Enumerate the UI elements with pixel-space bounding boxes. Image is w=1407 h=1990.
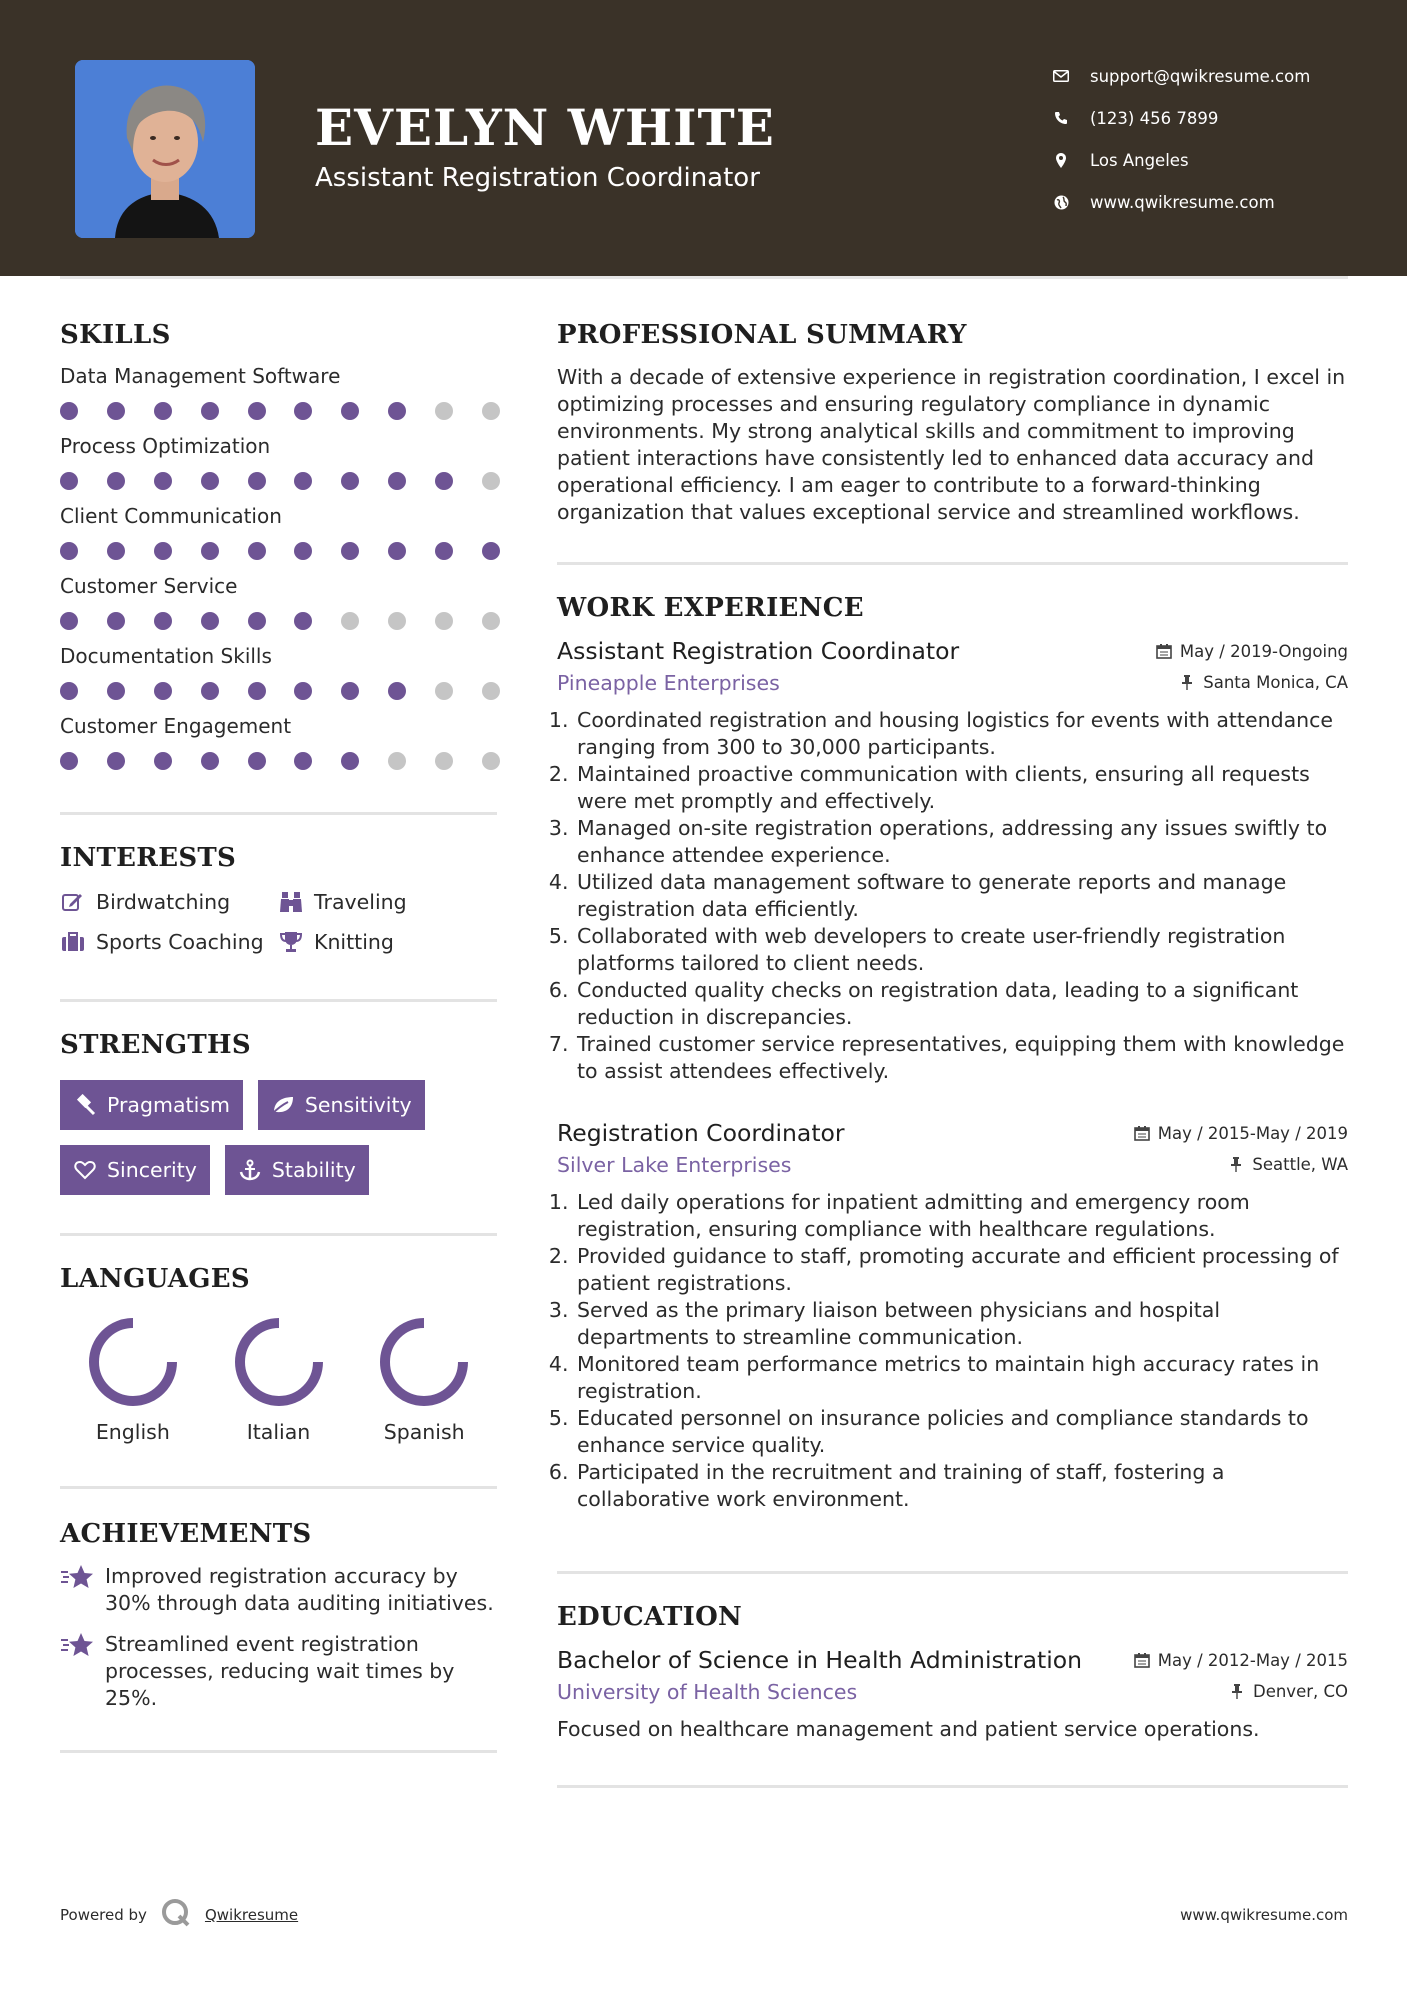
skill-rating bbox=[60, 752, 500, 770]
calendar-icon bbox=[1133, 1124, 1151, 1142]
job-date bbox=[1133, 1124, 1348, 1143]
job-head bbox=[557, 637, 1348, 665]
language-name: Spanish bbox=[383, 1420, 465, 1444]
interest-item bbox=[278, 929, 488, 955]
job-bullet: 3. Served as the primary liaison between physicians and hospital departments to streamline communication. bbox=[575, 1297, 1348, 1351]
heart-icon bbox=[73, 1158, 97, 1182]
strengths-section bbox=[60, 1030, 497, 1195]
language-arc bbox=[94, 1323, 172, 1401]
rating-dot-filled bbox=[201, 612, 219, 630]
rating-dot-filled bbox=[294, 682, 312, 700]
star-icon bbox=[60, 1563, 96, 1593]
skill-rating bbox=[60, 402, 500, 420]
job-entry bbox=[557, 1119, 1348, 1513]
contact-website[interactable] bbox=[1050, 181, 1380, 223]
date-text: May / 2012-May / 2015 bbox=[1157, 1650, 1348, 1670]
calendar-icon bbox=[1133, 1651, 1151, 1669]
location-text: Santa Monica, CA bbox=[1203, 672, 1348, 692]
rating-dot-empty bbox=[341, 612, 359, 630]
rating-dot-filled bbox=[60, 682, 78, 700]
location-text: Denver, CO bbox=[1252, 1681, 1348, 1701]
rating-dot-filled bbox=[201, 682, 219, 700]
rating-dot-filled bbox=[60, 542, 78, 560]
briefcase-icon bbox=[60, 929, 86, 955]
job-bullet: 1. Coordinated registration and housing logistics for events with attendance ranging from 300 to 30,000 participants. bbox=[575, 707, 1348, 761]
contact-text: (123) 456 7899 bbox=[1090, 108, 1219, 128]
achievement-text: Streamlined event registration processes, reducing wait times by 25%. bbox=[105, 1632, 455, 1710]
strengths-heading: STRENGTHS bbox=[60, 1030, 251, 1060]
job-entry bbox=[557, 637, 1348, 1085]
rating-dot-filled bbox=[154, 472, 172, 490]
rating-dot-filled bbox=[107, 682, 125, 700]
language-item bbox=[351, 1316, 497, 1444]
school-name: University of Health Sciences bbox=[557, 1680, 858, 1704]
rating-dot-filled bbox=[107, 752, 125, 770]
skill-name: Customer Engagement bbox=[60, 714, 292, 738]
rating-dot-empty bbox=[388, 752, 406, 770]
rating-dot-filled bbox=[154, 612, 172, 630]
job-location bbox=[1227, 1155, 1348, 1174]
leaf-icon bbox=[271, 1093, 295, 1117]
rating-dot-filled bbox=[435, 472, 453, 490]
header-divider bbox=[60, 276, 1348, 279]
rating-dot-filled bbox=[341, 752, 359, 770]
job-location bbox=[1178, 673, 1348, 692]
skill-rating bbox=[60, 542, 500, 560]
rating-dot-filled bbox=[60, 472, 78, 490]
section-divider bbox=[557, 1571, 1348, 1574]
strengths-list bbox=[60, 1080, 500, 1195]
profile-photo bbox=[75, 60, 255, 238]
language-progress-ring bbox=[378, 1316, 470, 1408]
achievement-item bbox=[60, 1631, 497, 1712]
rating-dot-filled bbox=[388, 542, 406, 560]
education-head bbox=[557, 1646, 1348, 1674]
rating-dot-filled bbox=[107, 542, 125, 560]
rating-dot-filled bbox=[60, 402, 78, 420]
rating-dot-filled bbox=[107, 612, 125, 630]
rating-dot-empty bbox=[435, 612, 453, 630]
skill-rating bbox=[60, 472, 500, 490]
strength-tag bbox=[258, 1080, 425, 1130]
language-item bbox=[206, 1316, 352, 1444]
section-divider bbox=[60, 1750, 497, 1753]
contact-list bbox=[1050, 55, 1380, 223]
language-progress-ring bbox=[233, 1316, 325, 1408]
rating-dot-filled bbox=[248, 402, 266, 420]
interest-item bbox=[60, 929, 278, 955]
job-subhead bbox=[557, 1153, 1348, 1177]
skill-rating bbox=[60, 612, 500, 630]
strength-label: Stability bbox=[271, 1158, 356, 1182]
job-bullets bbox=[557, 1189, 1348, 1513]
envelope-icon bbox=[1050, 65, 1072, 87]
languages-section bbox=[60, 1264, 497, 1444]
job-bullet: 2. Provided guidance to staff, promoting accurate and efficient processing of patient registrations. bbox=[575, 1243, 1348, 1297]
pin-icon bbox=[1228, 1682, 1246, 1700]
interest-item bbox=[60, 889, 278, 915]
rating-dot-filled bbox=[341, 402, 359, 420]
strength-label: Sensitivity bbox=[304, 1093, 412, 1117]
candidate-title: Assistant Registration Coordinator bbox=[315, 163, 760, 193]
calendar-icon bbox=[1155, 642, 1173, 660]
skill-name: Process Optimization bbox=[60, 434, 271, 458]
section-divider bbox=[60, 1233, 497, 1236]
job-bullet: 7. Trained customer service representatives, equipping them with knowledge to assist attendees effectively. bbox=[575, 1031, 1348, 1085]
job-list bbox=[557, 637, 1348, 1513]
job-bullet: 5. Educated personnel on insurance policies and compliance standards to enhance service quality. bbox=[575, 1405, 1348, 1459]
skills-section bbox=[60, 320, 497, 770]
job-bullet: 4. Utilized data management software to generate reports and manage registration data efficiently. bbox=[575, 869, 1348, 923]
contact-email[interactable] bbox=[1050, 55, 1380, 97]
rating-dot-filled bbox=[341, 682, 359, 700]
skill-name: Customer Service bbox=[60, 574, 238, 598]
date-text: May / 2015-May / 2019 bbox=[1157, 1123, 1348, 1143]
skill-name: Client Communication bbox=[60, 504, 282, 528]
resume-header bbox=[0, 0, 1407, 276]
interests-heading: INTERESTS bbox=[60, 843, 237, 873]
language-arc bbox=[385, 1323, 463, 1401]
job-title: Registration Coordinator bbox=[557, 1119, 845, 1147]
rating-dot-empty bbox=[388, 612, 406, 630]
rating-dot-empty bbox=[435, 752, 453, 770]
education-heading: EDUCATION bbox=[557, 1602, 743, 1632]
rating-dot-filled bbox=[154, 682, 172, 700]
rating-dot-filled bbox=[294, 542, 312, 560]
contact-text: Los Angeles bbox=[1090, 150, 1189, 170]
rating-dot-filled bbox=[154, 402, 172, 420]
company-name: Silver Lake Enterprises bbox=[557, 1153, 792, 1177]
phone-icon bbox=[1050, 107, 1072, 129]
rating-dot-filled bbox=[248, 612, 266, 630]
section-divider bbox=[557, 1785, 1348, 1788]
education-subhead bbox=[557, 1680, 1348, 1704]
rating-dot-filled bbox=[201, 752, 219, 770]
footer-brand bbox=[60, 1898, 298, 1932]
strength-label: Sincerity bbox=[107, 1158, 197, 1182]
rating-dot-filled bbox=[248, 542, 266, 560]
achievement-text: Improved registration accuracy by 30% through data auditing initiatives. bbox=[105, 1564, 494, 1615]
interest-label: Knitting bbox=[314, 930, 394, 954]
strength-tag bbox=[60, 1145, 210, 1195]
interest-item bbox=[278, 889, 488, 915]
rating-dot-filled bbox=[107, 402, 125, 420]
section-divider bbox=[60, 1486, 497, 1489]
job-date bbox=[1155, 642, 1348, 661]
pin-icon bbox=[1227, 1155, 1245, 1173]
skills-heading: SKILLS bbox=[60, 320, 171, 350]
rating-dot-filled bbox=[107, 472, 125, 490]
rating-dot-filled bbox=[435, 542, 453, 560]
date-text: May / 2019-Ongoing bbox=[1179, 641, 1348, 661]
contact-location bbox=[1050, 139, 1380, 181]
section-divider bbox=[60, 999, 497, 1002]
rating-dot-filled bbox=[201, 402, 219, 420]
languages-list bbox=[60, 1316, 497, 1444]
job-bullets bbox=[557, 707, 1348, 1085]
language-progress-ring bbox=[87, 1316, 179, 1408]
interest-label: Birdwatching bbox=[96, 890, 231, 914]
rating-dot-empty bbox=[482, 612, 500, 630]
summary-heading: PROFESSIONAL SUMMARY bbox=[557, 320, 967, 350]
job-subhead bbox=[557, 671, 1348, 695]
qwikresume-logo-icon bbox=[161, 1898, 191, 1932]
star-icon bbox=[60, 1631, 96, 1661]
rating-dot-filled bbox=[388, 682, 406, 700]
job-bullet: 2. Maintained proactive communication with clients, ensuring all requests were met promptly and effectively. bbox=[575, 761, 1348, 815]
skill-name: Data Management Software bbox=[60, 364, 341, 388]
rating-dot-filled bbox=[154, 542, 172, 560]
work-section bbox=[557, 593, 1348, 1513]
job-bullet: 6. Participated in the recruitment and training of staff, fostering a collaborative work environment. bbox=[575, 1459, 1348, 1513]
rating-dot-empty bbox=[482, 472, 500, 490]
rating-dot-empty bbox=[435, 402, 453, 420]
rating-dot-filled bbox=[294, 402, 312, 420]
job-title: Assistant Registration Coordinator bbox=[557, 637, 960, 665]
job-bullet: 6. Conducted quality checks on registration data, leading to a significant reduction in discrepancies. bbox=[575, 977, 1348, 1031]
rating-dot-filled bbox=[201, 472, 219, 490]
rating-dot-filled bbox=[341, 542, 359, 560]
education-date bbox=[1133, 1651, 1348, 1670]
rating-dot-empty bbox=[482, 752, 500, 770]
rating-dot-empty bbox=[482, 682, 500, 700]
interest-label: Traveling bbox=[314, 890, 407, 914]
rating-dot-empty bbox=[482, 402, 500, 420]
rating-dot-filled bbox=[388, 402, 406, 420]
job-bullet: 3. Managed on-site registration operations, addressing any issues swiftly to enhance attendee experience. bbox=[575, 815, 1348, 869]
summary-section bbox=[557, 320, 1348, 526]
languages-heading: LANGUAGES bbox=[60, 1264, 250, 1294]
rating-dot-filled bbox=[60, 612, 78, 630]
interests-section bbox=[60, 843, 497, 955]
rating-dot-filled bbox=[294, 752, 312, 770]
achievements-heading: ACHIEVEMENTS bbox=[60, 1519, 312, 1549]
language-name: Italian bbox=[246, 1420, 311, 1444]
powered-by-text: Powered by bbox=[60, 1906, 147, 1924]
company-name: Pineapple Enterprises bbox=[557, 671, 780, 695]
job-bullet: 5. Collaborated with web developers to create user-friendly registration platforms tailored to client needs. bbox=[575, 923, 1348, 977]
skills-list bbox=[60, 364, 497, 770]
rating-dot-filled bbox=[341, 472, 359, 490]
job-bullet: 1. Led daily operations for inpatient admitting and emergency room registration, ensuring compliance with healthcare regulations. bbox=[575, 1189, 1348, 1243]
job-bullet: 4. Monitored team performance metrics to maintain high accuracy rates in registration. bbox=[575, 1351, 1348, 1405]
work-heading: WORK EXPERIENCE bbox=[557, 593, 864, 623]
map-pin-icon bbox=[1050, 149, 1072, 171]
section-divider bbox=[557, 562, 1348, 565]
education-description: Focused on healthcare management and patient service operations. bbox=[557, 1717, 1260, 1741]
skill-rating bbox=[60, 682, 500, 700]
right-column bbox=[557, 320, 1348, 1788]
candidate-name: EVELYN WHITE bbox=[315, 98, 775, 157]
rating-dot-filled bbox=[294, 472, 312, 490]
rating-dot-filled bbox=[482, 542, 500, 560]
strength-tag bbox=[60, 1080, 243, 1130]
location-text: Seattle, WA bbox=[1252, 1154, 1348, 1174]
achievements-section bbox=[60, 1519, 497, 1712]
globe-icon bbox=[1050, 191, 1072, 213]
pin-icon bbox=[1178, 673, 1196, 691]
rating-dot-filled bbox=[248, 752, 266, 770]
degree-title: Bachelor of Science in Health Administration bbox=[557, 1646, 1083, 1674]
edit-icon bbox=[60, 889, 86, 915]
education-section bbox=[557, 1602, 1348, 1743]
rating-dot-empty bbox=[435, 682, 453, 700]
language-arc bbox=[240, 1323, 318, 1401]
contact-phone[interactable] bbox=[1050, 97, 1380, 139]
left-column bbox=[60, 320, 497, 1753]
rating-dot-filled bbox=[248, 472, 266, 490]
strength-label: Pragmatism bbox=[107, 1093, 230, 1117]
footer-website[interactable]: www.qwikresume.com bbox=[1180, 1906, 1348, 1924]
summary-text: With a decade of extensive experience in registration coordination, I excel in optimizing processes and ensuring regulatory compliance in dynamic environments. My strong analytical skills and commitment to improving patient interactions have consistently led to enhanced data accuracy and operational efficiency. I am eager to contribute to a forward-thinking organization that values exceptional service and streamlined workflows. bbox=[557, 365, 1346, 524]
skill-name: Documentation Skills bbox=[60, 644, 272, 668]
qwikresume-link[interactable]: Qwikresume bbox=[204, 1906, 299, 1924]
interests-list bbox=[60, 889, 497, 955]
education-location bbox=[1228, 1682, 1348, 1701]
language-name: English bbox=[95, 1420, 170, 1444]
job-head bbox=[557, 1119, 1348, 1147]
achievement-item bbox=[60, 1563, 497, 1617]
contact-text: support@qwikresume.com bbox=[1090, 66, 1311, 86]
gavel-icon bbox=[73, 1093, 97, 1117]
rating-dot-filled bbox=[201, 542, 219, 560]
section-divider bbox=[60, 812, 497, 815]
rating-dot-filled bbox=[154, 752, 172, 770]
rating-dot-filled bbox=[248, 682, 266, 700]
rating-dot-filled bbox=[294, 612, 312, 630]
anchor-icon bbox=[238, 1158, 262, 1182]
trophy-icon bbox=[278, 929, 304, 955]
rating-dot-filled bbox=[60, 752, 78, 770]
contact-text: www.qwikresume.com bbox=[1090, 192, 1275, 212]
interest-label: Sports Coaching bbox=[96, 930, 264, 954]
rating-dot-filled bbox=[388, 472, 406, 490]
strength-tag bbox=[225, 1145, 369, 1195]
language-item bbox=[60, 1316, 206, 1444]
binoculars-icon bbox=[278, 889, 304, 915]
